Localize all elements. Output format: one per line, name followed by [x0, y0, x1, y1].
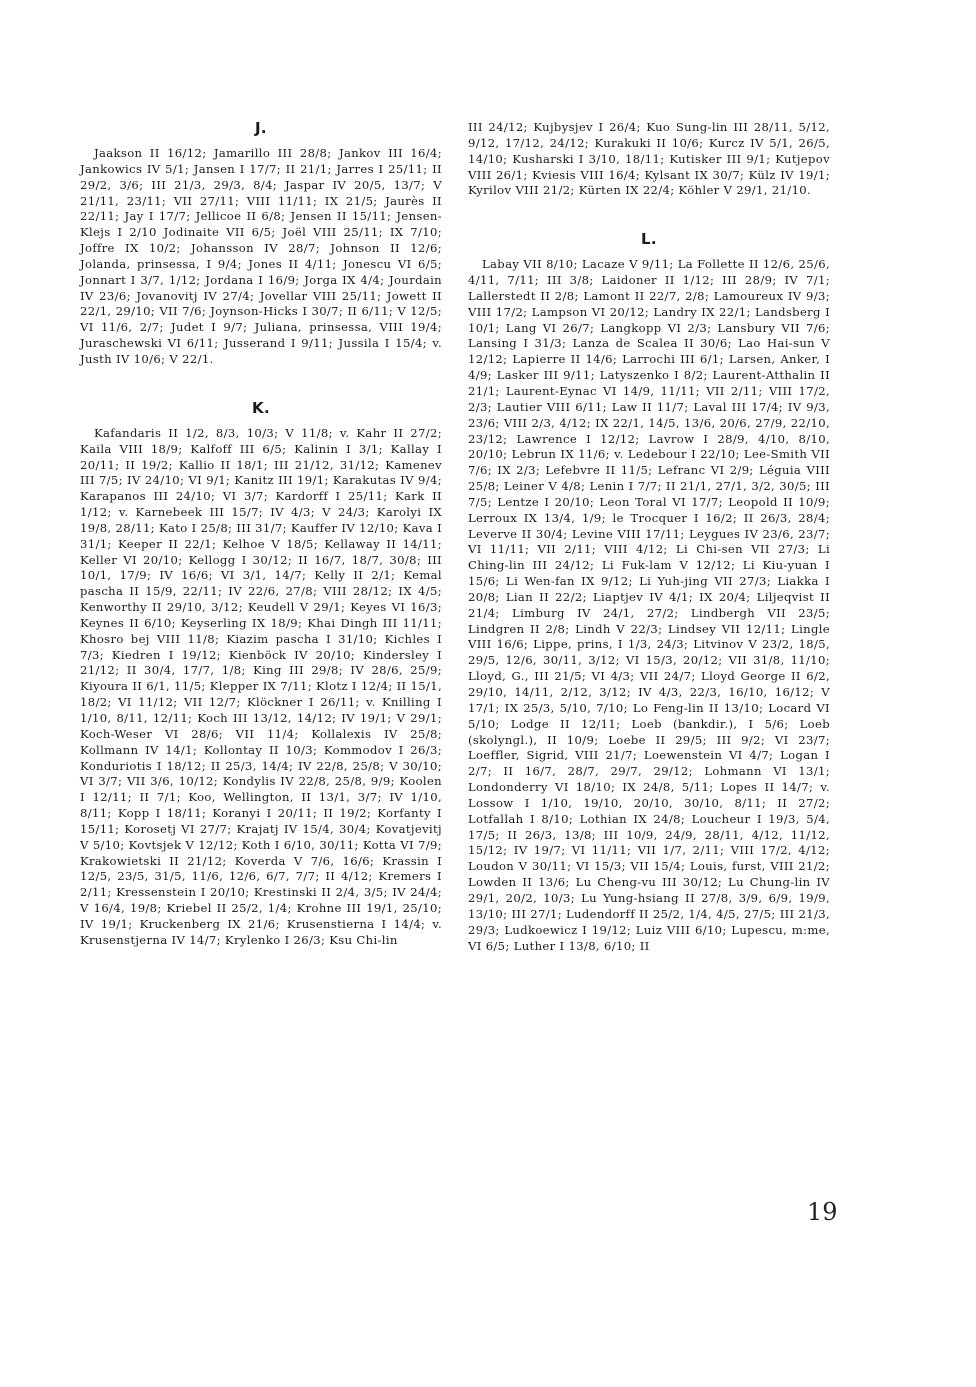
index-entries-j: Jaakson II 16/12; Jamarillo III 28/8; Jankov III 16/4; Jankowics IV 5/1; Jansen I 17/7; II 21/1; Jarres I 25/11; II 29/2, 3/6; III 21/3, 29/3, 8/4; Jaspar IV 20/5, 13/7; V 21/11, 23/11; VII 27/11; VIII 11/11; IX 21/5; Jaurès II 22/11; Jay I 17/7; Jellicoe II 6/8; Jensen II 15/11; Jensen-Klejs I 2/10 Jodinaite VII 6/5; Joël VIII 25/11; IX 7/10; Joffre IX 10/2; Johansson IV 28/7; Johnson II 12/6; Jolanda, prinsessa, I 9/4; Jones II 4/11; Jonescu VI 6/5; Jonnart I 3/7, 1/12; Jordana I 16/9; Jorga IX 4/4; Jourdain IV 23/6; Jovanovitj IV 27/4; Jovellar VIII 25/11; Jowett II 22/1, 29/10; VII 7/6; Joynson-Hicks I 30/7; II 6/11; V 12/5; VI 11/6, 2/7; Judet I 9/7; Juliana, prinsessa, VIII 19/4; Juraschewski VI 6/11; Jusserand I 9/11; Jussila I 15/4; v. Justh IV 10/6; V 22/1.	[80, 146, 442, 366]
page-number: 19	[807, 1198, 838, 1226]
index-entries-l: Labay VII 8/10; Lacaze V 9/11; La Follette II 12/6, 25/6, 4/11, 7/11; III 3/8; Laidoner II 1/12; III 28/9; IV 7/1; Lallerstedt II 2/8; Lamont II 22/7, 2/8; Lamoureux IV 9/3; VIII 17/2; Lampson VI 20/12; Landry IX 22/1; Landsberg I 10/1; Lang VI 26/7; Langkopp VI 2/3; Lansbury VII 7/6; Lansing I 31/3; Lanza de Scalea II 30/6; Lao Hai-sun V 12/12; Lapierre II 14/6; Larrochi III 6/1; Larsen, Anker, I 4/9; Lasker III 9/11; Latyszenko I 8/2; Laurent-Atthalin II 21/1; Laurent-Eynac VI 14/9, 11/11; VII 2/11; VIII 17/2, 2/3; Lautier VIII 6/11; Law II 11/7; Laval III 17/4; IV 9/3, 23/6; VIII 2/3, 4/12; IX 22/1, 14/5, 13/6, 20/6, 27/9, 22/10, 23/12; Lawrence I 12/12; Lavrow I 28/9, 4/10, 8/10, 20/10; Lebrun IX 11/6; v. Ledebour I 22/10; Lee-Smith VII 7/6; IX 2/3; Lefebvre II 11/5; Lefranc VI 2/9; Léguia VIII 25/8; Leiner V 4/8; Lenin I 7/7; II 21/1, 27/1, 3/2, 30/5; III 7/5; Lentze I 20/10; Leon Toral VI 17/7; Leopold II 10/9; Lerroux IX 13/4, 1/9; le Trocquer I 16/2; II 26/3, 28/4; Leverve II 30/4; Levine VIII 17/11; Leygues IV 23/6, 23/7; VI 11/11; VII 2/11; VIII 4/12; Li Chi-sen VII 27/3; Li Ching-lin III 24/12; Li Fuk-lam V 12/12; Li Kiu-yuan I 15/6; Li Wen-fan IX 9/12; Li Yuh-jing VII 27/3; Liakka I 20/8; Lian II 22/2; Liaptjev IV 4/1; IX 20/4; Liljeqvist II 21/4; Limburg IV 24/1, 27/2; Lindbergh VII 23/5; Lindgren II 2/8; Lindh V 22/3; Lindsey VII 12/11; Lingle VIII 16/6; Lippe, prins, I 1/3, 24/3; Litvinov V 23/2, 18/5, 29/5, 12/6, 30/11, 3/12; VI 15/3, 20/12; VII 31/8, 11/10; Lloyd, G., III 21/5; VI 4/3; VII 24/7; Lloyd George II 6/2, 29/10, 14/11, 2/12, 3/12; IV 4/3, 22/3, 16/10, 16/12; V 17/1; IX 25/3, 5/10, 7/10; Lo Feng-lin II 13/10; Locard VI 5/10; Lodge II 12/11; Loeb (bankdir.), I 5/6; Loeb (skolyngl.), II 10/9; Loebe II 29/5; III 9/2; VI 23/7; Loeffler, Sigrid, VIII 21/7; Loewenstein VI 4/7; Logan I 2/7; II 16/7, 28/7, 29/7, 29/12; Lohmann VI 13/1; Londonderry VI 18/10; IX 24/8, 5/11; Lopes II 14/7; v. Lossow I 1/10, 19/10, 20/10, 30/10, 8/11; II 27/2; Lotfallah I 8/10; Lothian IX 24/8; Loucheur I 19/3, 5/4, 17/5; II 26/3, 13/8; III 10/9, 24/9, 28/11, 4/12, 11/12, 15/12; IV 19/7; VI 11/11; VII 1/7, 2/11; VIII 17/2, 4/12; Loudon V 30/11; VI 15/3; VII 15/4; Louis, furst, VIII 21/2; Lowden II 13/6; Lu Cheng-vu III 30/12; Lu Chung-lin IV 29/1, 20/2, 10/3; Lu Yung-hsiang II 27/8, 3/9, 6/9, 19/9, 13/10; III 27/1; Ludendorff II 25/2, 1/4, 4/5, 27/5; III 21/3, 29/3; Ludkoewicz I 19/12; Luiz VIII 6/10; Lupescu, m:me, VI 6/5; Luther I 13/8, 6/10; II	[468, 257, 830, 953]
right-column	[468, 120, 830, 954]
index-entries-k: Kafandaris II 1/2, 8/3, 10/3; V 11/8; v. Kahr II 27/2; Kaila VIII 18/9; Kalfoff III 6/5; Kalinin I 3/1; Kallay I 20/11; II 19/2; Kallio II 18/1; III 21/12, 31/12; Kamenev III 7/5; IV 24/10; VI 9/1; Kanitz III 19/1; Karakutas IV 9/4; Karapanos III 24/10; VI 3/7; Kardorff I 25/11; Kark II 1/12; v. Karnebeek III 15/7; IV 4/3; V 24/3; Karolyi IX 19/8, 28/11; Kato I 25/8; III 31/7; Kauffer IV 12/10; Kava I 31/1; Keeper II 22/1; Kelhoe V 18/5; Kellaway II 14/11; Keller VI 20/10; Kellogg I 30/12; II 16/7, 18/7, 30/8; III 10/1, 17/9; IV 16/6; VI 3/1, 14/7; Kelly II 2/1; Kemal pascha II 15/9, 22/11; IV 22/6, 27/8; VIII 28/12; IX 4/5; Kenworthy II 29/10, 3/12; Keudell V 29/1; Keyes VI 16/3; Keynes II 6/10; Keyserling IX 18/9; Khai Dingh III 11/11; Khosro bej VIII 11/8; Kiazim pascha I 31/10; Kichles I 7/3; Kiedren I 19/12; Kienböck IV 20/10; Kindersley I 21/12; II 30/4, 17/7, 1/8; King III 29/8; IV 28/6, 25/9; Kiyoura II 6/1, 11/5; Klepper IX 7/11; Klotz I 12/4; II 15/1, 18/2; VI 11/12; VII 12/7; Klöckner I 26/11; v. Knilling I 1/10, 8/11, 12/11; Koch III 13/12, 14/12; IV 19/1; V 29/1; Koch-Weser VI 28/6; VII 11/4; Kollalexis IV 25/8; Kollmann IV 14/1; Kollontay II 10/3; Kommodov I 26/3; Konduriotis I 18/12; II 25/3, 14/4; IV 22/8, 25/8; V 30/10; VI 3/7; VII 3/6, 10/12; Kondylis IV 22/8, 25/8, 9/9; Koolen I 12/11; II 7/1; Koo, Wellington, II 13/1, 3/7; IV 1/10, 8/11; Kopp I 18/11; Koranyi I 20/11; II 19/2; Korfanty I 15/11; Korosetj VI 27/7; Krajatj IV 15/4, 30/4; Kovatjevitj V 5/10; Kovtsjek V 12/12; Koth I 6/10, 30/11; Kotta VI 7/9; Krakowietski II 21/12; Koverda V 7/6, 16/6; Krassin I 12/5, 23/5, 31/5, 11/6, 12/6, 6/7, 7/7; II 4/12; Kremers I 2/11; Kressenstein I 20/10; Krestinski II 2/4, 3/5; IV 24/4; V 16/4, 19/8; Kriebel II 25/2, 1/4; Krohne III 19/1, 25/10; IV 19/1; Kruckenberg IX 21/6; Krusenstierna I 14/4; v. Krusenstjerna IV 14/7; Krylenko I 26/3; Ksu Chi-lin	[80, 425, 442, 947]
index-entries-k-continued: III 24/12; Kujbysjev I 26/4; Kuo Sung-lin III 28/11, 5/12, 9/12, 17/12, 24/12; Kurakuki II 10/6; Kurcz IV 5/1, 26/5, 14/10; Kusharski I 3/10, 18/11; Kutisker III 9/1; Kutjepov VIII 26/1; Kviesis VIII 16/4; Kylsant IX 30/7; Külz IV 19/1; Kyrilov VIII 21/2; Kürten IX 22/4; Köhler V 29/1, 21/10.	[468, 120, 830, 198]
section-heading-j: J.	[255, 119, 267, 137]
section-heading-k: K.	[251, 398, 271, 417]
section-heading-l: L.	[641, 230, 657, 249]
left-column	[80, 118, 442, 949]
